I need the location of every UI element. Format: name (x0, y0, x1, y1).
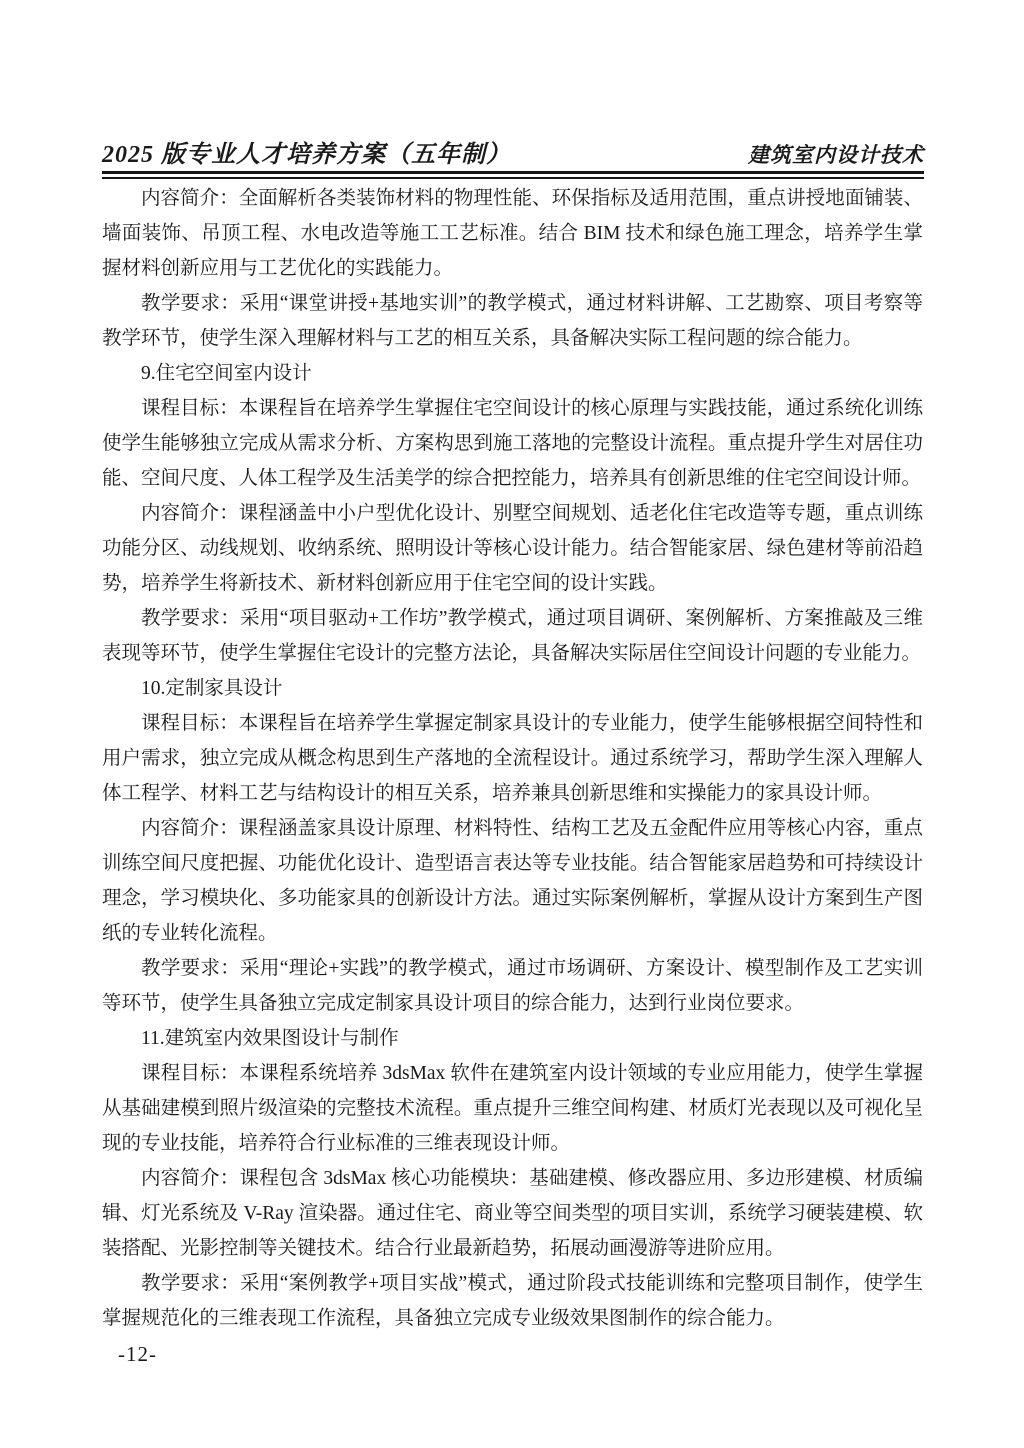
paragraph-course8-requirements: 教学要求：采用“课堂讲授+基地实训”的教学模式，通过材料讲解、工艺勘察、项目考察等教学环节，使学生深入理解材料与工艺的相互关系，具备解决实际工程问题的综合能力。 (102, 293, 923, 349)
paragraph-course9-requirements: 教学要求：采用“项目驱动+工作坊”教学模式，通过项目调研、案例解析、方案推敲及三维表现等环节，使学生掌握住宅设计的完整方法论，具备解决实际居住空间设计问题的专业能力。 (102, 608, 923, 664)
paragraph-course10-requirements: 教学要求：采用“理论+实践”的教学模式，通过市场调研、方案设计、模型制作及工艺实训等环节，使学生具备独立完成定制家具设计项目的综合能力，达到行业岗位要求。 (102, 958, 923, 1014)
paragraph-course11-goals: 课程目标：本课程系统培养 3dsMax 软件在建筑室内设计领域的专业应用能力，使学生掌握从基础建模到照片级渲染的完整技术流程。重点提升三维空间构建、材质灯光表现以及可视化呈现的专业技能，培养符合行业标准的三维表现设计师。 (102, 1063, 923, 1154)
paragraph-course9-goals: 课程目标：本课程旨在培养学生掌握住宅空间设计的核心原理与实践技能，通过系统化训练使学生能够独立完成从需求分析、方案构思到施工落地的完整设计流程。重点提升学生对居住功能、空间尺度、人体工程学及生活美学的综合把控能力，培养具有创新思维的住宅空间设计师。 (102, 398, 923, 489)
paragraph-course11-requirements: 教学要求：采用“案例教学+项目实战”模式，通过阶段式技能训练和完整项目制作，使学生掌握规范化的三维表现工作流程，具备独立完成专业级效果图制作的综合能力。 (102, 1273, 923, 1329)
header-right-title: 建筑室内设计技术 (748, 143, 924, 167)
paragraph-course10-intro: 内容简介：课程涵盖家具设计原理、材料特性、结构工艺及五金配件应用等核心内容，重点训练空间尺度把握、功能优化设计、造型语言表达等专业技能。结合智能家居趋势和可持续设计理念，学习模块化、多功能家具的创新设计方法。通过实际案例解析，掌握从设计方案到生产图纸的专业转化流程。 (102, 818, 923, 944)
page-footer (118, 1342, 157, 1367)
header-left-title: 2025 版专业人才培养方案（五年制） (102, 142, 511, 168)
paragraph-course10-goals: 课程目标：本课程旨在培养学生掌握定制家具设计的专业能力，使学生能够根据空间特性和用户需求，独立完成从概念构思到生产落地的全流程设计。通过系统学习，帮助学生深入理解人体工程学、材料工艺与结构设计的相互关系，培养兼具创新思维和实操能力的家具设计师。 (102, 713, 923, 804)
page-header (102, 134, 924, 169)
paragraph-course11-intro: 内容简介：课程包含 3dsMax 核心功能模块：基础建模、修改器应用、多边形建模、材质编辑、灯光系统及 V-Ray 渲染器。通过住宅、商业等空间类型的项目实训，系统学习硬装建模、软装搭配、光影控制等关键技术。结合行业最新趋势，拓展动画漫游等进阶应用。 (102, 1168, 923, 1259)
section-heading-course9: 9.住宅空间室内设计 (141, 363, 312, 384)
header-divider-rule (102, 171, 924, 179)
paragraph-course8-intro: 内容简介：全面解析各类装饰材料的物理性能、环保指标及适用范围，重点讲授地面铺装、墙面装饰、吊顶工程、水电改造等施工工艺标准。结合 BIM 技术和绿色施工理念，培养学生掌握材料创新应用与工艺优化的实践能力。 (102, 188, 923, 279)
page-number: -12- (118, 1342, 157, 1366)
section-heading-course11: 11.建筑室内效果图设计与制作 (141, 1028, 399, 1049)
document-body (102, 181, 923, 1336)
section-heading-course10: 10.定制家具设计 (141, 678, 283, 699)
paragraph-course9-intro: 内容简介：课程涵盖中小户型优化设计、别墅空间规划、适老化住宅改造等专题，重点训练功能分区、动线规划、收纳系统、照明设计等核心设计能力。结合智能家居、绿色建材等前沿趋势，培养学生将新技术、新材料创新应用于住宅空间的设计实践。 (102, 503, 923, 594)
